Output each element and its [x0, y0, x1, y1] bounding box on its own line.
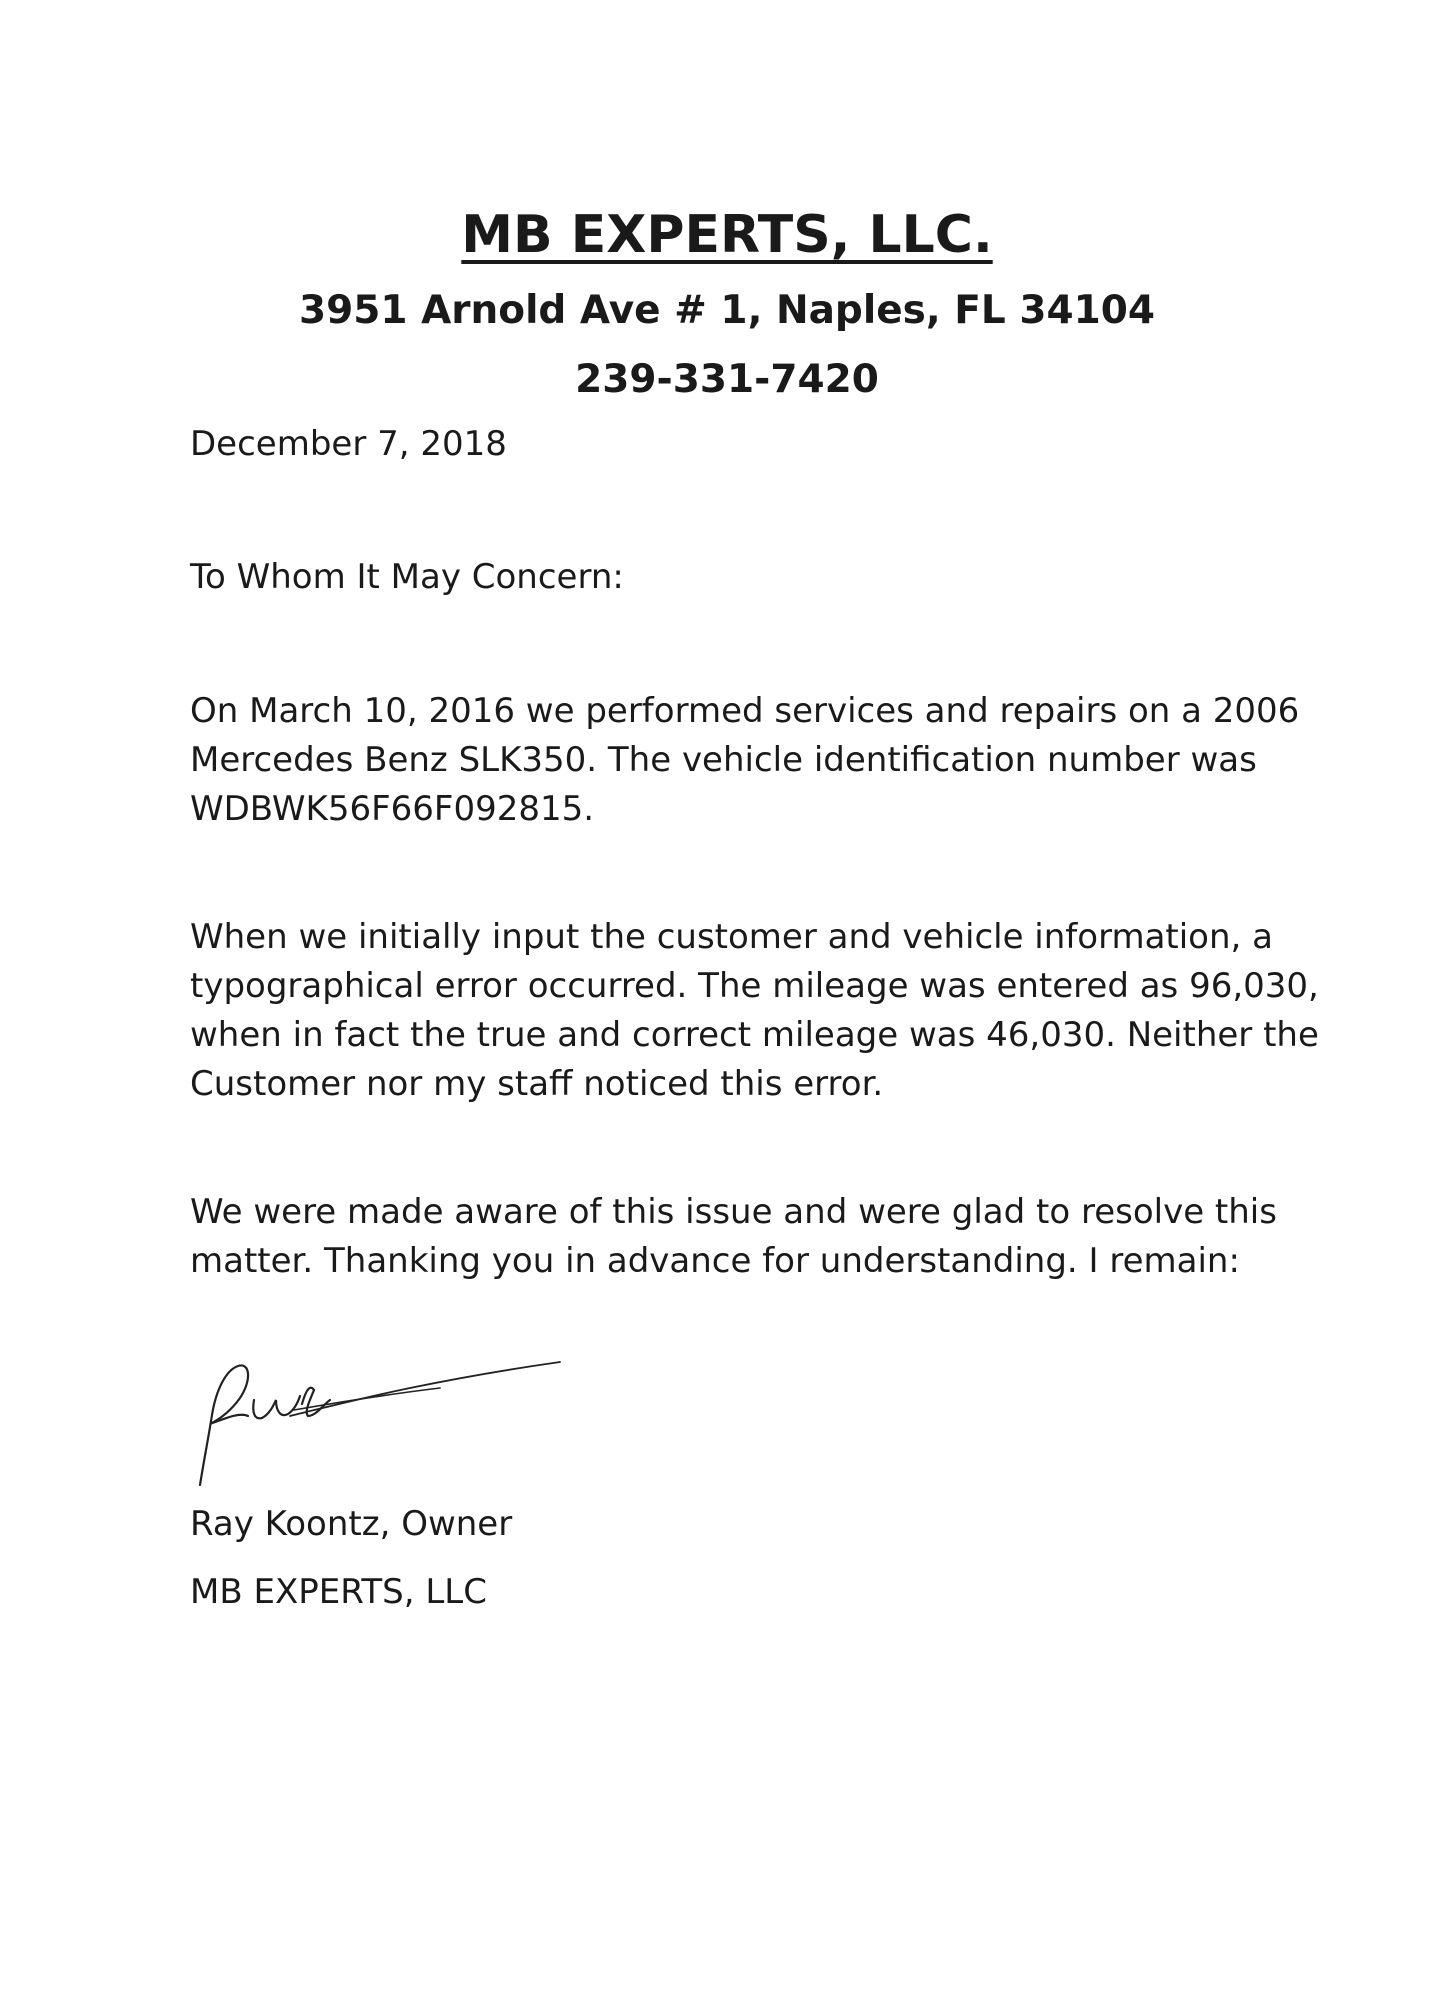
signer-name: Ray Koontz, Owner — [190, 1504, 513, 1544]
salutation: To Whom It May Concern: — [190, 557, 624, 597]
paragraph-services — [190, 687, 1330, 834]
paragraph-closing — [190, 1188, 1330, 1286]
paragraph-mileage-error — [190, 913, 1330, 1109]
handwritten-signature — [190, 1360, 570, 1490]
letter-date: December 7, 2018 — [190, 424, 507, 464]
signer-company: MB EXPERTS, LLC — [190, 1572, 487, 1612]
paragraph-text: On March 10, 2016 we performed services and repairs on a 2006 Mercedes Benz SLK350. The vehicle identification number was WDBWK56F66F092815. — [190, 691, 1300, 829]
company-address: 3951 Arnold Ave # 1, Naples, FL 34104 — [298, 288, 1156, 333]
company-phone: 239-331-7420 — [575, 357, 879, 402]
paragraph-text: We were made aware of this issue and were glad to resolve this matter. Thanking you in advance for understanding. I remain: — [190, 1192, 1277, 1281]
company-name: MB EXPERTS, LLC. — [461, 205, 993, 265]
paragraph-text: When we initially input the customer and vehicle information, a typographical error occurred. The mileage was entered as 96,030, when in fact the true and correct mileage was 46,030. Neither the Customer nor my staff noticed this error. — [190, 917, 1319, 1104]
